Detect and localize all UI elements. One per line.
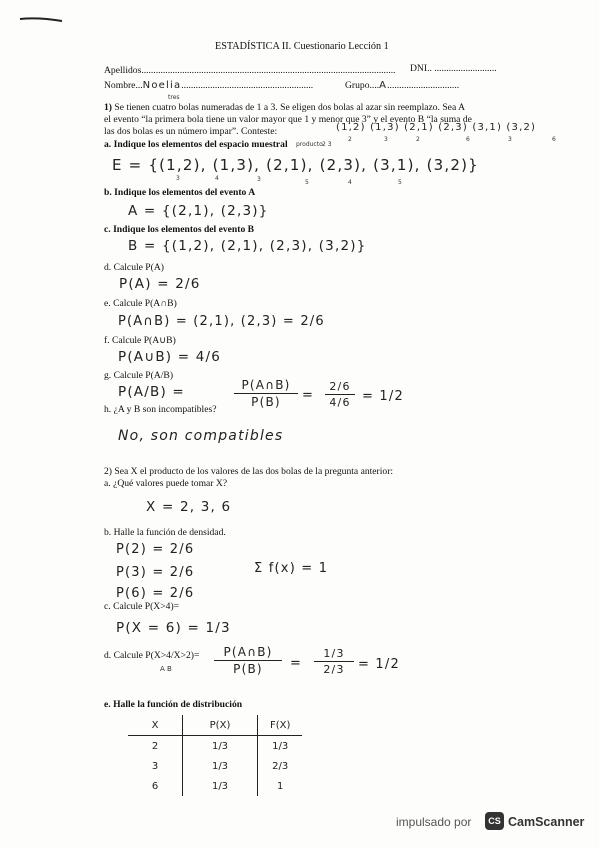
q2b-line-3: P(6) = 2/6	[116, 586, 195, 601]
q1g-eq: =	[302, 388, 315, 403]
q1g-answer-lhs: P(A/B) =	[118, 384, 185, 400]
q1g-prompt: g. Calcule P(A/B)	[104, 370, 174, 381]
q2d-fraction-2: 1/3 2/3	[314, 647, 354, 676]
pair-product-4: 6	[466, 136, 470, 143]
q1a-sub-2: 4	[215, 175, 219, 182]
q1b-answer: A = {(2,1), (2,3)}	[128, 203, 269, 219]
table-row: 3 1/3 2/3	[128, 756, 302, 776]
pair-product-6: 6	[552, 136, 556, 143]
table-row: 6 1/3 1	[128, 776, 302, 796]
q1a-sub-3: 3	[257, 176, 261, 183]
q1a-note-values: 2 3	[322, 141, 332, 148]
dni-label: DNI.. ..........................	[410, 63, 497, 74]
table-row: 2 1/3 1/3	[128, 736, 302, 757]
camscanner-brand: CamScanner	[508, 815, 585, 829]
pen-scribble-mark	[18, 14, 64, 24]
q1a-note: producto	[296, 141, 323, 148]
q1g-fraction-2: 2/6 4/6	[325, 380, 355, 409]
powered-by-text: impulsado por	[396, 815, 472, 829]
q2d-eq: =	[290, 656, 303, 671]
q1f-answer: P(A∪B) = 4/6	[118, 349, 222, 365]
q2a-prompt: a. ¿Qué valores puede tomar X?	[104, 478, 228, 489]
q2e-prompt: e. Halle la función de distribución	[104, 699, 243, 710]
q1c-prompt: c. Indique los elementos del evento B	[104, 224, 255, 235]
distribution-table	[128, 715, 302, 796]
q1h-answer: No, son compatibles	[118, 428, 284, 444]
q1d-answer: P(A) = 2/6	[119, 276, 201, 292]
camscanner-logo-icon: CS	[485, 812, 504, 830]
handwritten-tres: tres	[168, 94, 180, 101]
nombre-value: Noelia	[142, 80, 182, 91]
q1a-sub-5: 4	[348, 179, 352, 186]
q1a-sub-4: 5	[305, 179, 309, 186]
q1g-result: = 1/2	[362, 389, 404, 404]
q1a-sub-6: 5	[398, 179, 402, 186]
q2c-prompt: c. Calcule P(X>4)=	[104, 601, 180, 612]
grupo-label: Grupo....A..............................	[345, 80, 460, 91]
q1c-answer: B = {(1,2), (2,1), (2,3), (3,2)}	[128, 238, 367, 254]
q1-text-line3: las dos bolas es un número impar”. Conteste:	[104, 126, 278, 137]
pair-product-1: 2	[348, 136, 352, 143]
grupo-value: A	[379, 80, 388, 91]
q2b-sum: Σ f(x) = 1	[254, 561, 329, 576]
page-title: ESTADÍSTICA II. Cuestionario Lección 1	[215, 41, 389, 52]
q1-pairs-note: (1,2) (1,3) (2,1) (2,3) (3,1) (3,2)	[336, 122, 537, 133]
pair-product-2: 3	[384, 136, 388, 143]
q2d-prompt: d. Calcule P(X>4/X>2)=	[104, 650, 200, 661]
q1e-prompt: e. Calcule P(A∩B)	[104, 298, 177, 309]
q1f-prompt: f. Calcule P(A∪B)	[104, 335, 176, 346]
q1g-fraction-1: P(A∩B) P(B)	[234, 378, 298, 409]
q2-intro: 2) Sea X el producto de los valores de las dos bolas de la pregunta anterior:	[104, 466, 394, 477]
q2a-answer: X = 2, 3, 6	[146, 499, 232, 515]
q2d-result: = 1/2	[358, 657, 400, 672]
q2b-prompt: b. Halle la función de densidad.	[104, 527, 226, 538]
q2d-fraction-1: P(A∩B) P(B)	[214, 645, 282, 676]
q2b-line-1: P(2) = 2/6	[116, 542, 195, 557]
table-header-x: X	[128, 715, 183, 736]
q1a-prompt: a. Indique los elementos del espacio muestral	[104, 139, 288, 150]
q2b-line-2: P(3) = 2/6	[116, 565, 195, 580]
q1-text-line2: el evento “la primera bola tiene un valor mayor que 1 y menor que 3” y el evento B “la suma de	[104, 114, 472, 125]
q1h-prompt: h. ¿A y B son incompatibles?	[104, 404, 217, 415]
q1a-answer: E = {(1,2), (1,3), (2,1), (2,3), (3,1), (3,2)}	[112, 156, 479, 174]
pair-product-3: 2	[416, 136, 420, 143]
q2c-answer: P(X = 6) = 1/3	[116, 620, 231, 636]
q1a-sub-1: 3	[176, 175, 180, 182]
nombre-label: Nombre...Noelia.......................................................	[104, 80, 314, 91]
table-header-fx: F(X)	[258, 715, 303, 736]
apellidos-label: Apellidos..........................................................................................................	[104, 65, 396, 76]
q1d-prompt: d. Calcule P(A)	[104, 262, 164, 273]
q2d-under-labels: A B	[160, 665, 172, 673]
q1b-prompt: b. Indique los elementos del evento A	[104, 187, 256, 198]
q1e-answer: P(A∩B) = (2,1), (2,3) = 2/6	[118, 314, 325, 329]
table-header-px: P(X)	[183, 715, 258, 736]
q1-text-line1: 1) Se tienen cuatro bolas numeradas de 1 a 3. Se eligen dos bolas al azar sin reemplazo. Sea A	[104, 102, 465, 113]
pair-product-5: 3	[508, 136, 512, 143]
